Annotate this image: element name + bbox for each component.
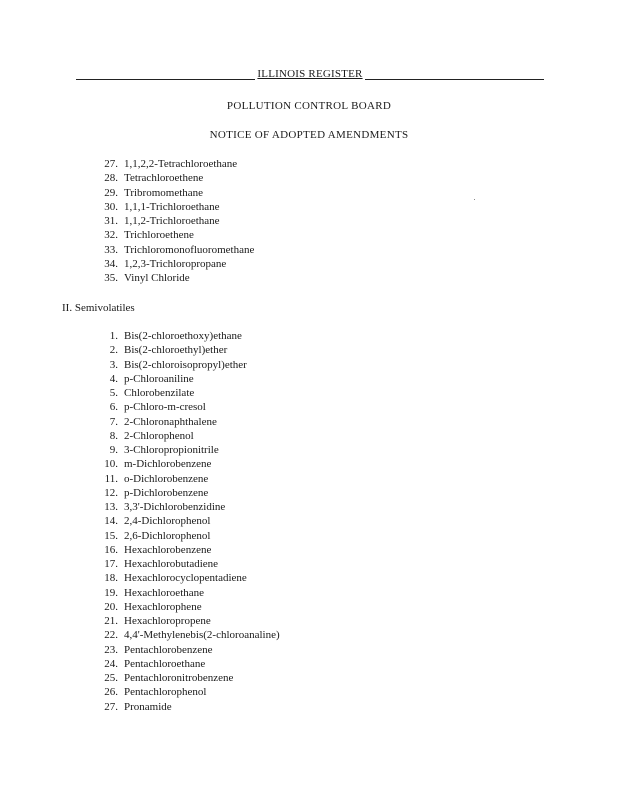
section-heading-semivolatiles: II. Semivolatiles bbox=[62, 302, 135, 314]
compound-name: 2-Chloronaphthalene bbox=[124, 415, 217, 428]
compound-name: 3-Chloropropionitrile bbox=[124, 444, 219, 456]
compound-name: Hexachlorobutadiene bbox=[124, 558, 219, 570]
compound-name: Chlorobenzilate bbox=[124, 387, 195, 399]
compound-name: Pentachloronitrobenzene bbox=[124, 672, 234, 684]
compound-name: 1,1,2-Trichloroethane bbox=[124, 215, 220, 227]
scan-speck bbox=[474, 199, 475, 200]
compound-name: 1,2,3-Trichloropropane bbox=[124, 257, 227, 270]
compound-name: 4,4'-Methylenebis(2-chloroanaline) bbox=[124, 629, 280, 642]
compound-name: Trichloromonofluoromethane bbox=[124, 243, 255, 256]
compound-name: Bis(2-chloroethoxy)ethane bbox=[124, 330, 242, 342]
item-number: 24. bbox=[104, 657, 118, 670]
item-number: 21. bbox=[104, 615, 118, 627]
register-title: ILLINOIS REGISTER bbox=[257, 68, 363, 80]
compound-name: 2-Chlorophenol bbox=[124, 429, 194, 442]
item-number: 22. bbox=[104, 629, 118, 642]
item-number: 33. bbox=[104, 243, 118, 256]
compound-name: Hexachloroethane bbox=[124, 586, 205, 599]
compound-name: Hexachlorobenzene bbox=[124, 543, 212, 556]
item-number: 5. bbox=[109, 387, 118, 399]
item-number: 35. bbox=[104, 272, 118, 284]
compound-name: m-Dichlorobenzene bbox=[124, 458, 212, 471]
item-number: 1. bbox=[109, 330, 118, 342]
compound-name: Pentachloroethane bbox=[124, 657, 206, 670]
compound-name: Vinyl Chloride bbox=[124, 272, 190, 284]
compound-name: o-Dichlorobenzene bbox=[124, 472, 209, 485]
compound-name: p-Chloro-m-cresol bbox=[124, 401, 206, 414]
item-number: 32. bbox=[104, 229, 118, 242]
board-title: POLLUTION CONTROL BOARD bbox=[226, 100, 392, 112]
item-number: 25. bbox=[104, 672, 118, 684]
item-number: 20. bbox=[104, 600, 118, 613]
item-number: 12. bbox=[104, 486, 118, 499]
compound-name: Tetrachloroethene bbox=[124, 172, 204, 185]
item-number: 19. bbox=[104, 586, 118, 599]
item-number: 16. bbox=[104, 543, 118, 556]
compound-name: Trichloroethene bbox=[124, 229, 194, 242]
item-number: 8. bbox=[109, 429, 118, 442]
item-number: 10. bbox=[104, 458, 118, 471]
compound-name: Tribromomethane bbox=[124, 186, 204, 199]
item-number: 29. bbox=[104, 186, 118, 199]
item-number: 26. bbox=[104, 686, 118, 699]
compound-name: Hexachlorocyclopentadiene bbox=[124, 572, 247, 585]
item-number: 14. bbox=[104, 515, 118, 528]
register-header bbox=[76, 68, 544, 84]
item-number: 31. bbox=[104, 215, 118, 227]
compound-name: 2,6-Dichlorophenol bbox=[124, 529, 211, 542]
item-number: 23. bbox=[104, 643, 118, 656]
item-number: 30. bbox=[104, 200, 118, 213]
compound-name: Hexachlorophene bbox=[124, 600, 202, 613]
item-number: 18. bbox=[104, 572, 118, 585]
compound-name: Pentachlorophenol bbox=[124, 686, 207, 699]
compound-name: Bis(2-chloroisopropyl)ether bbox=[124, 358, 247, 371]
item-number: 7. bbox=[109, 415, 118, 428]
item-number: 17. bbox=[104, 558, 118, 570]
item-number: 28. bbox=[104, 172, 118, 185]
compound-name: 1,1,2,2-Tetrachloroethane bbox=[124, 158, 238, 170]
item-number: 27. bbox=[104, 158, 118, 170]
compound-name: Bis(2-chloroethyl)ether bbox=[124, 344, 228, 357]
item-number: 15. bbox=[104, 529, 118, 542]
item-number: 9. bbox=[109, 444, 118, 456]
compound-name: 3,3'-Dichlorobenzidine bbox=[124, 501, 226, 513]
compound-name: Hexachloropropene bbox=[124, 615, 211, 627]
compound-name: p-Dichlorobenzene bbox=[124, 486, 209, 499]
compound-name: Pronamide bbox=[124, 700, 172, 713]
notice-title: NOTICE OF ADOPTED AMENDMENTS bbox=[209, 129, 409, 141]
compound-name: 1,1,1-Trichloroethane bbox=[124, 200, 220, 213]
item-number: 4. bbox=[109, 372, 118, 385]
item-number: 11. bbox=[104, 472, 118, 485]
item-number: 27. bbox=[104, 700, 118, 713]
compound-name: 2,4-Dichlorophenol bbox=[124, 515, 211, 528]
item-number: 3. bbox=[109, 358, 118, 371]
item-number: 34. bbox=[104, 257, 118, 270]
item-number: 6. bbox=[109, 401, 118, 414]
compound-name: p-Chloroaniline bbox=[124, 372, 194, 385]
compound-name: Pentachlorobenzene bbox=[124, 643, 213, 656]
item-number: 13. bbox=[104, 501, 118, 513]
item-number: 2. bbox=[109, 344, 118, 357]
